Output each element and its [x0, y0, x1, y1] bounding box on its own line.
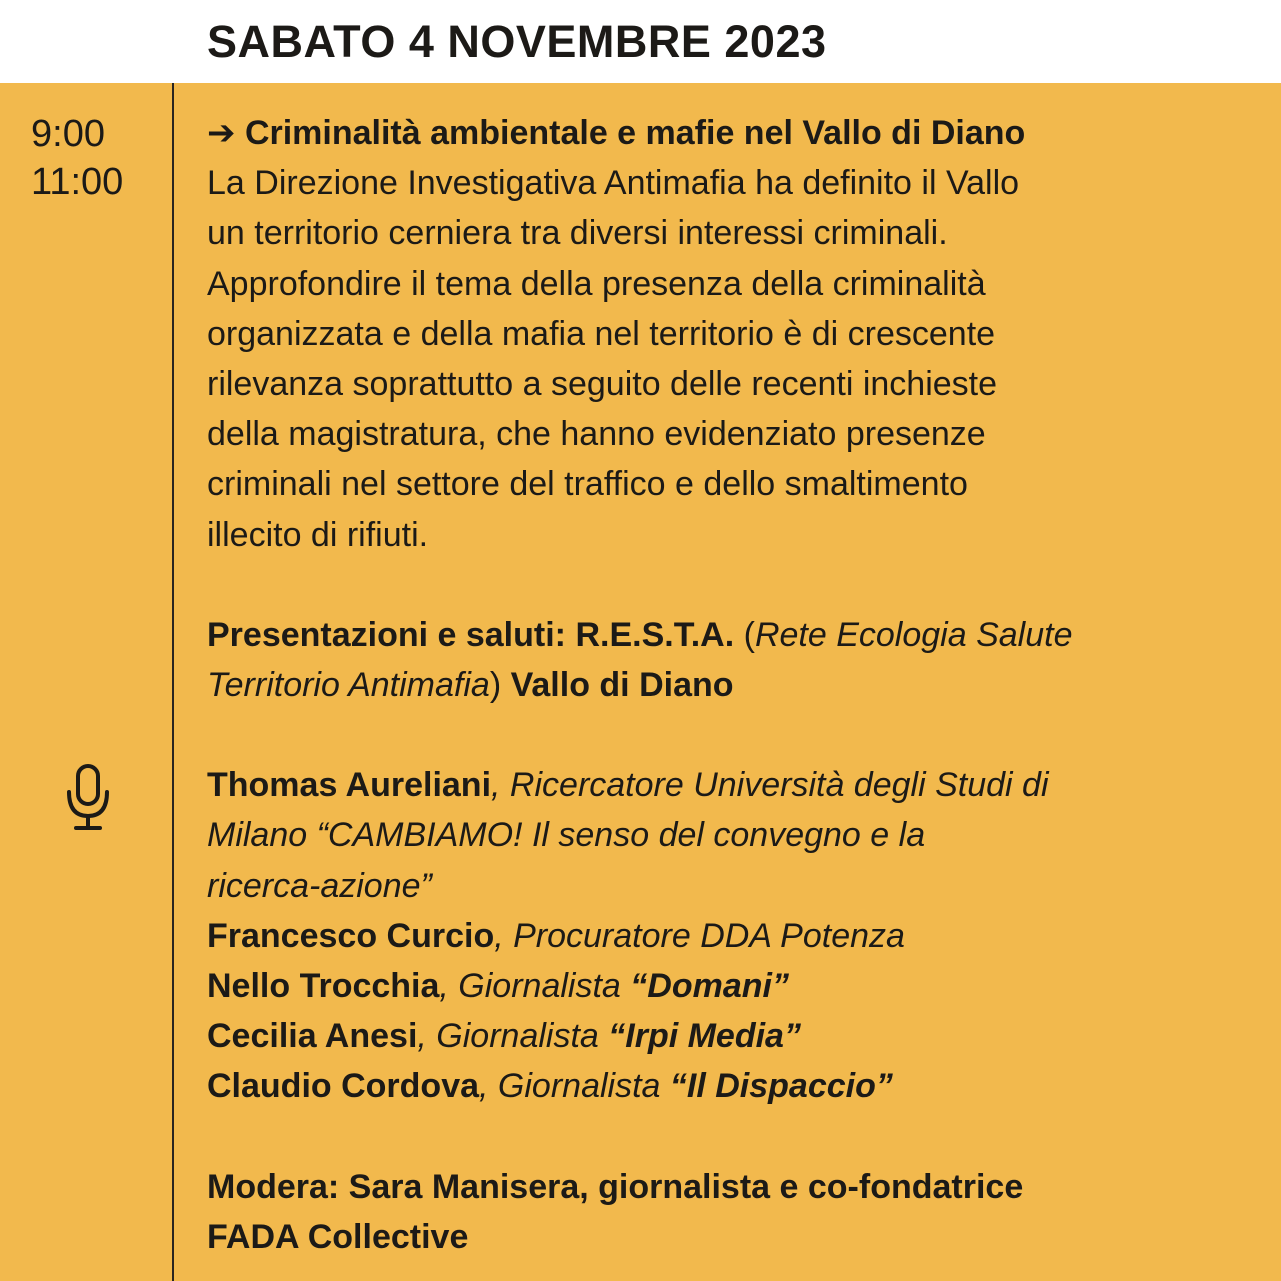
description-line: La Direzione Investigativa Antimafia ha definito il Vallo [207, 164, 1020, 203]
speaker-role: , Giornalista [417, 1017, 609, 1056]
description-line: un territorio cerniera tra diversi interessi criminali. [207, 214, 948, 253]
moderator-line: FADA Collective [207, 1217, 469, 1256]
speakers-list [207, 760, 1257, 1111]
speaker-role-cont: ricerca-azione” [207, 866, 432, 905]
description-line: Approfondire il tema della presenza della criminalità [207, 264, 986, 303]
speaker-item [207, 1011, 1257, 1061]
speaker-item [207, 760, 1257, 810]
start-time: 9:00 [31, 113, 105, 155]
speaker-role-cont: Milano “CAMBIAMO! Il senso del convegno e la [207, 816, 926, 855]
speaker-role: , Ricercatore Università degli Studi di [491, 766, 1049, 805]
presentation-place: Vallo di Diano [510, 666, 734, 705]
moderator-block [207, 1162, 1257, 1262]
organization-full-name-cont: Territorio Antimafia [207, 666, 490, 705]
description-line: organizzata e della mafia nel territorio è di crescente [207, 314, 996, 353]
organization-full-name: Rete Ecologia Salute [754, 615, 1073, 654]
speaker-name: Thomas Aureliani [207, 766, 492, 805]
speaker-item [207, 1061, 1257, 1111]
presentation-label: Presentazioni e saluti: [207, 615, 566, 654]
speaker-role: , Procuratore DDA Potenza [494, 916, 905, 955]
moderator-line: Modera: Sara Manisera, giornalista e co-fondatrice [207, 1167, 1024, 1206]
end-time: 11:00 [31, 161, 124, 203]
speaker-name: Cecilia Anesi [207, 1017, 418, 1056]
event-date-title: SABATO 4 NOVEMBRE 2023 [207, 16, 827, 67]
speaker-name: Claudio Cordova [207, 1067, 480, 1106]
session-title-text: Criminalità ambientale e mafie nel Vallo di Diano [244, 114, 1026, 152]
session-description [207, 158, 1257, 560]
speaker-role: , Giornalista [439, 967, 631, 1006]
description-line: illecito di rifiuti. [207, 515, 429, 554]
presentation-block: Presentazioni e saluti: R.E.S.T.A. (Rete Ecologia Salute Territorio Antimafia) Vallo di Diano [207, 615, 1073, 705]
microphone-icon [64, 762, 112, 832]
organization-acronym: R.E.S.T.A. [575, 615, 735, 654]
speaker-outlet: “Domani” [630, 967, 789, 1006]
time-slot [31, 110, 123, 206]
speaker-outlet: “Il Dispaccio” [669, 1067, 893, 1106]
session-title [207, 108, 1257, 158]
speaker-name: Francesco Curcio [207, 916, 495, 955]
description-line: rilevanza soprattutto a seguito delle recenti inchieste [207, 365, 998, 404]
speaker-outlet: “Irpi Media” [608, 1017, 801, 1056]
session-content [207, 108, 1257, 1262]
speaker-role: , Giornalista [479, 1067, 670, 1106]
speaker-item [207, 911, 1257, 961]
timeline-divider [172, 83, 174, 1281]
description-line: della magistratura, che hanno evidenziato presenze [207, 415, 986, 454]
speaker-item [207, 961, 1257, 1011]
arrow-icon: ➔ [207, 114, 236, 152]
header-bar [0, 0, 1281, 83]
description-line: criminali nel settore del traffico e dello smaltimento [207, 465, 968, 504]
speaker-name: Nello Trocchia [207, 967, 440, 1006]
